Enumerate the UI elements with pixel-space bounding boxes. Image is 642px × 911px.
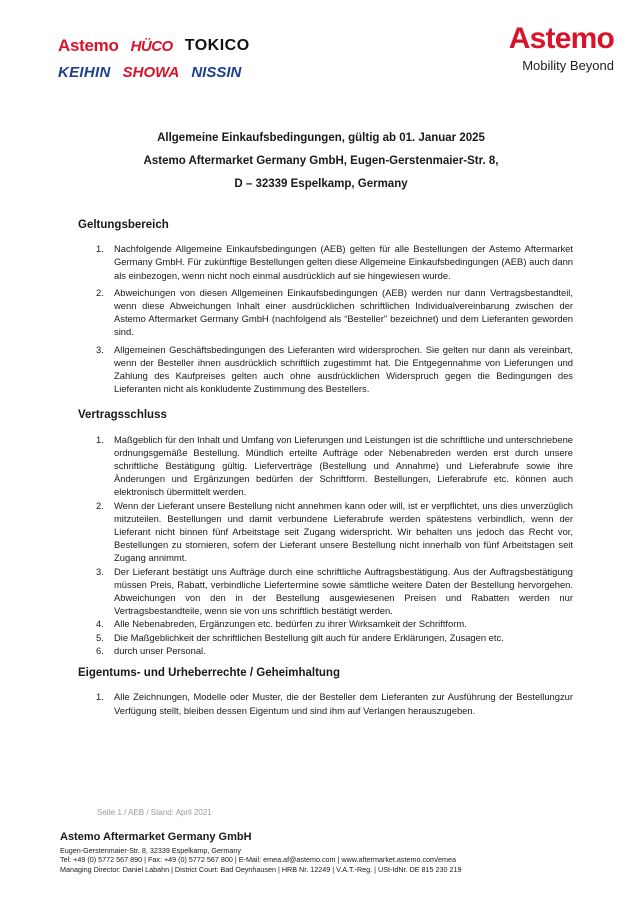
nissin-brand-logo: NISSIN	[191, 63, 242, 81]
list-item: 3. Allgemeinen Geschäftsbedingungen des Lieferanten wird widersprochen. Sie gelten nur dann als vereinbart, wenn der Besteller ihnen ausdrücklich schriftlich zugestimmt hat. Die Entgegennahme von Lieferungen und Zahlung des Kaufpreises gelten auch ohne ausdrücklichen Widerspruch gegen die Bedingungen des Lieferanten nicht als konkludente Zustimmung des Bestellers.	[96, 343, 573, 395]
astemo-main-logo	[509, 24, 614, 73]
title-line-3: D – 32339 Espelkamp, Germany	[234, 178, 408, 190]
document-title	[0, 127, 642, 196]
list-item: 4. Alle Nebenabreden, Ergänzungen etc. bedürfen zu ihrer Wirksamkeit der Schriftform.	[96, 618, 467, 630]
footer-company: Astemo Aftermarket Germany GmbH	[60, 831, 252, 843]
footer-contact: Tel: +49 (0) 5772 567 890 | Fax: +49 (0) 5772 567 800 | E-Mail: emea.af@astemo.com | www.aftermarket.astemo.com/emea	[60, 855, 457, 865]
astemo-brand-logo: Astemo	[58, 36, 119, 55]
list-item: 2. Wenn der Lieferant unsere Bestellung nicht annehmen kann oder will, ist er verpflichtet, uns dies unverzüglich mitzuteilen. Bestellungen und damit verbundene Lieferabrufe werden spätestens verbindlich, wenn der Lieferant nicht binnen fünf Arbeitstage seit Zugang widerspricht. Wir behalten uns jedoch das Recht vor, Bestellungen zu stornieren, sofern der Lieferant unsere Bestellung nicht innerhalb von fünf Arbeitstagen seit Zugang annimmt.	[96, 499, 573, 564]
brand-row-1	[58, 36, 298, 56]
footer	[60, 831, 620, 874]
keihin-brand-logo: KEIHIN	[58, 63, 111, 81]
document-body	[78, 219, 573, 731]
section-heading-vertragsschluss: Vertragsschluss	[78, 409, 167, 422]
section-heading-eigentum: Eigentums- und Urheberrechte / Geheimhaltung	[78, 667, 340, 680]
brand-logos	[58, 36, 298, 88]
list-item: 2. Abweichungen von diesen Allgemeinen Einkaufsbedingungen (AEB) werden nur dann Vertragsbestandteil, wenn diese Abweichungen Inhalt einer ausdrücklichen schriftlichen Individualvereinbarung zwischen der Astemo Aftermarket Germany GmbH (nachfolgend als “Besteller” bezeichnet) und dem Lieferanten geworden sind.	[96, 286, 573, 338]
title-line-1: Allgemeine Einkaufsbedingungen, gültig ab 01. Januar 2025	[157, 132, 485, 144]
list-item: 1. Nachfolgende Allgemeine Einkaufsbedingungen (AEB) gelten für alle Bestellungen der Astemo Aftermarket Germany GmbH. Für zukünftige Bestellungen gelten diese Allgemeine Einkaufsbedingungen (AEB) auch dann als einbezogen, wenn nicht noch einmal ausdrücklich auf sie hingewiesen wurde.	[96, 243, 573, 281]
brand-row-2	[58, 62, 298, 82]
list-item: 3. Der Lieferant bestätigt uns Aufträge durch eine schriftliche Auftragsbestätigung. Aus der Auftragsbestätigung müssen Preis, Rabatt, verbindliche Liefertermine sowie sämtliche weitere Daten der Bestellung hervorgehen. Abweichungen von den in der Bestellung ausgewiesenen Preisen und Rabatten werden nur Vertragsbestandteile, wenn sie von uns schriftlich bestätigt werden.	[96, 565, 573, 617]
list-item: 1. Maßgeblich für den Inhalt und Umfang von Lieferungen und Leistungen ist die schriftliche und unterschriebene ordnungsgemäße Bestellung. Mündlich erteilte Aufträge oder Nebenabreden werden erst durch unsere schriftliche Bestätigung gültig. Lieferverträge (Bestellung und Annahme) und Lieferabrufe sowie ihre Änderungen und Ergänzungen bedürfen der Schriftform. Bestellungen, Lieferabrufe etc. können auch elektronisch übermittelt werden.	[96, 433, 573, 498]
list-item: 1. Alle Zeichnungen, Modelle oder Muster, die der Besteller dem Lieferanten zur Ausführung der Bestellungzur Verfügung stellt, bleiben dessen Eigentum und sind ihm auf Verlangen herauszugeben.	[96, 691, 573, 716]
section-heading-geltungsbereich: Geltungsbereich	[78, 219, 169, 231]
huco-brand-logo: HÜCO	[130, 37, 173, 55]
list-item: 5. Die Maßgeblichkeit der schriftlichen Bestellung gilt auch für andere Erklärungen, Zusagen etc.	[96, 631, 504, 643]
section-list-eigentum	[78, 690, 573, 716]
title-line-2: Astemo Aftermarket Germany GmbH, Eugen-Gerstenmaier-Str. 8,	[143, 155, 499, 167]
page-info: Seite 1 / AEB / Stand: April 2021	[97, 808, 212, 817]
footer-address: Eugen-Gerstenmaier-Str. 8, 32339 Espelkamp, Germany	[60, 846, 241, 855]
footer-legal: Managing Director: Daniel Labahn | District Court: Bad Oeynhausen | HRB Nr. 12249 | V.A.T.-Reg. | USt-IdNr. DE 815 230 219	[60, 864, 462, 874]
section-list-geltungsbereich	[78, 242, 573, 395]
logo-tagline: Mobility Beyond	[522, 58, 614, 73]
section-list-vertragsschluss	[78, 433, 573, 657]
list-item: 6. durch unser Personal.	[96, 644, 206, 656]
logo-name: Astemo	[508, 22, 614, 55]
tokico-brand-logo: TOKICO	[184, 37, 250, 54]
showa-brand-logo: SHOWA	[122, 63, 180, 81]
